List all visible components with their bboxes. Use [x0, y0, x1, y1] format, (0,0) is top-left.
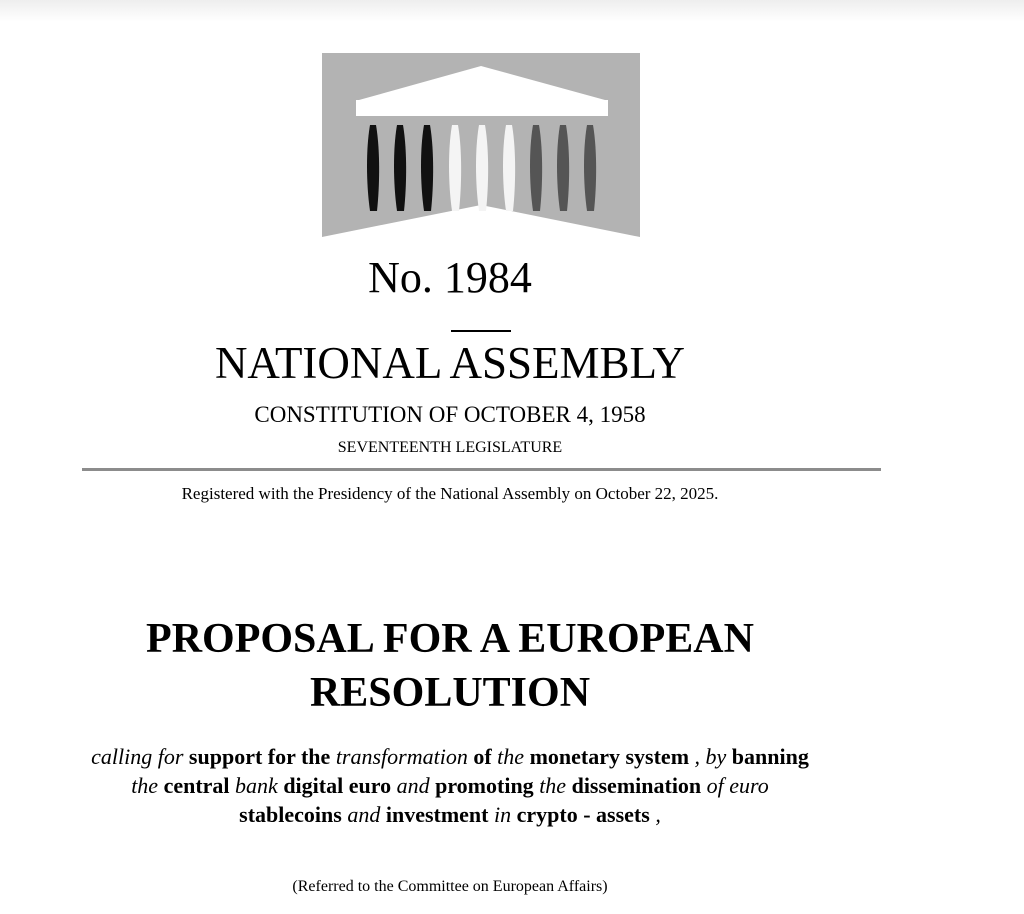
document-title [0, 612, 962, 720]
subtitle-segment: , [655, 802, 661, 827]
header-divider [82, 468, 881, 471]
short-divider [451, 330, 511, 332]
subtitle-line-2 [0, 771, 962, 800]
subtitle-segment: the [497, 744, 525, 769]
subtitle-line-3 [0, 800, 962, 829]
subtitle-segment: , by [694, 744, 727, 769]
subtitle-segment: support for the [183, 744, 336, 769]
subtitle-segment: stablecoins [239, 802, 348, 827]
subtitle-segment: of [467, 744, 498, 769]
document-subtitle [0, 742, 962, 829]
assembly-name: NATIONAL ASSEMBLY [214, 338, 686, 388]
subtitle-segment: bank [235, 773, 278, 798]
subtitle-segment: banning [726, 744, 809, 769]
subtitle-segment: transformation [335, 744, 468, 769]
title-line-1: PROPOSAL FOR A EUROPEAN [146, 616, 754, 662]
title-line-2: RESOLUTION [309, 670, 591, 716]
subtitle-segment: crypto - assets [511, 802, 656, 827]
subtitle-segment: in [494, 802, 512, 827]
subtitle-segment: and [347, 802, 381, 827]
subtitle-segment: investment [380, 802, 494, 827]
document-number: No. 1984 [368, 253, 532, 302]
subtitle-line-1 [0, 742, 962, 771]
subtitle-segment: promoting [429, 773, 540, 798]
referral-note: (Referred to the Committee on European Affairs) [292, 878, 608, 895]
subtitle-segment: calling for [91, 744, 184, 769]
subtitle-segment: digital euro [277, 773, 397, 798]
subtitle-segment: of euro [706, 773, 769, 798]
subtitle-segment: central [158, 773, 236, 798]
assembly-building-icon [322, 53, 640, 237]
legislature-line: SEVENTEENTH LEGISLATURE [337, 439, 563, 456]
subtitle-segment: the [131, 773, 159, 798]
subtitle-segment: and [396, 773, 430, 798]
top-shade [0, 0, 1024, 22]
subtitle-segment: monetary system [524, 744, 695, 769]
subtitle-segment: dissemination [566, 773, 707, 798]
constitution-line: CONSTITUTION OF OCTOBER 4, 1958 [254, 402, 646, 427]
subtitle-segment: the [539, 773, 567, 798]
registration-line: Registered with the Presidency of the National Assembly on October 22, 2025. [181, 484, 719, 503]
